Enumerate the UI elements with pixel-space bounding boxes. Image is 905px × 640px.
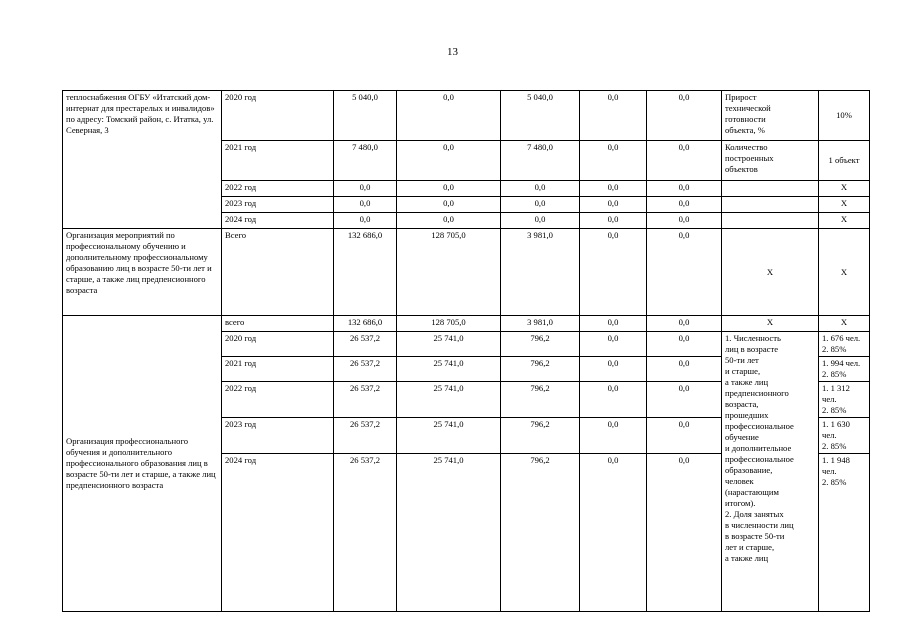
value-cell: 0,0 bbox=[397, 91, 501, 141]
activity-name: Организация профессионального обучения и дополнительного профессионального образования лиц в возрасте 50-ти лет и старше, а также лиц предпенсионного возраста bbox=[63, 316, 222, 612]
value-cell: 0,0 bbox=[580, 91, 647, 141]
value-cell: 0,0 bbox=[647, 197, 722, 213]
period-cell: всего bbox=[222, 316, 334, 332]
value-cell: 25 741,0 bbox=[397, 418, 501, 454]
year-cell: 2022 год bbox=[222, 382, 334, 418]
indicator-line: технической bbox=[725, 103, 771, 113]
target-value: 10% bbox=[819, 91, 870, 141]
value-cell: 132 686,0 bbox=[334, 229, 397, 316]
target-line: 2. 85% bbox=[822, 477, 847, 487]
value-cell: 0,0 bbox=[647, 418, 722, 454]
value-cell: 0,0 bbox=[580, 197, 647, 213]
value-cell: 26 537,2 bbox=[334, 357, 397, 382]
target-line: 2. 85% bbox=[822, 441, 847, 451]
value-cell: 0,0 bbox=[647, 91, 722, 141]
value-cell: 128 705,0 bbox=[397, 316, 501, 332]
value-cell: 0,0 bbox=[580, 141, 647, 181]
target-cell bbox=[819, 418, 870, 454]
period-cell: Всего bbox=[222, 229, 334, 316]
indicator-line: и старше, bbox=[725, 366, 761, 376]
value-cell: 128 705,0 bbox=[397, 229, 501, 316]
target-line: 1. 1 312 чел. bbox=[822, 383, 850, 404]
year-cell: 2024 год bbox=[222, 213, 334, 229]
indicator-line: построенных bbox=[725, 153, 774, 163]
indicator-line: профессиональное bbox=[725, 454, 794, 464]
target-line: 2. 85% bbox=[822, 405, 847, 415]
table-row bbox=[63, 91, 870, 141]
x-mark: X bbox=[819, 197, 870, 213]
value-cell: 5 040,0 bbox=[334, 91, 397, 141]
x-mark: X bbox=[819, 316, 870, 332]
indicator-cell bbox=[722, 91, 819, 141]
value-cell: 796,2 bbox=[501, 357, 580, 382]
x-mark: X bbox=[722, 229, 819, 316]
indicator-cell bbox=[722, 197, 819, 213]
value-cell: 0,0 bbox=[647, 382, 722, 418]
indicator-line: (нарастающим bbox=[725, 487, 779, 497]
indicator-line: объектов bbox=[725, 164, 758, 174]
value-cell: 3 981,0 bbox=[501, 316, 580, 332]
value-cell: 796,2 bbox=[501, 332, 580, 357]
indicator-line: человек bbox=[725, 476, 754, 486]
indicator-line: возраста, bbox=[725, 399, 759, 409]
value-cell: 0,0 bbox=[580, 357, 647, 382]
value-cell: 26 537,2 bbox=[334, 418, 397, 454]
value-cell: 26 537,2 bbox=[334, 382, 397, 418]
value-cell: 0,0 bbox=[397, 141, 501, 181]
x-mark: X bbox=[722, 316, 819, 332]
value-cell: 0,0 bbox=[647, 229, 722, 316]
table-row bbox=[63, 316, 870, 332]
value-cell: 26 537,2 bbox=[334, 454, 397, 612]
value-cell: 0,0 bbox=[334, 197, 397, 213]
target-line: 1. 994 чел. bbox=[822, 358, 861, 368]
table-row bbox=[63, 229, 870, 316]
value-cell: 0,0 bbox=[501, 197, 580, 213]
indicator-line: предпенсионного bbox=[725, 388, 789, 398]
year-cell: 2021 год bbox=[222, 357, 334, 382]
value-cell: 0,0 bbox=[647, 332, 722, 357]
indicator-line: а также лиц bbox=[725, 377, 769, 387]
value-cell: 0,0 bbox=[647, 181, 722, 197]
value-cell: 0,0 bbox=[647, 454, 722, 612]
target-line: 1. 676 чел. bbox=[822, 333, 861, 343]
x-mark: X bbox=[819, 181, 870, 197]
target-line: 2. 85% bbox=[822, 369, 847, 379]
program-table bbox=[62, 90, 870, 612]
value-cell: 7 480,0 bbox=[501, 141, 580, 181]
indicator-line: 50-ти лет bbox=[725, 355, 759, 365]
value-cell: 0,0 bbox=[580, 213, 647, 229]
indicator-line: итогом). bbox=[725, 498, 756, 508]
indicator-line: и дополнительное bbox=[725, 443, 792, 453]
value-cell: 5 040,0 bbox=[501, 91, 580, 141]
x-mark: X bbox=[819, 213, 870, 229]
indicator-cell bbox=[722, 213, 819, 229]
value-cell: 132 686,0 bbox=[334, 316, 397, 332]
value-cell: 0,0 bbox=[334, 181, 397, 197]
indicator-line: профессиональное bbox=[725, 421, 794, 431]
value-cell: 0,0 bbox=[580, 418, 647, 454]
year-cell: 2024 год bbox=[222, 454, 334, 612]
value-cell: 25 741,0 bbox=[397, 332, 501, 357]
target-cell bbox=[819, 332, 870, 357]
indicator-line: Количество bbox=[725, 142, 768, 152]
value-cell: 0,0 bbox=[580, 181, 647, 197]
value-cell: 796,2 bbox=[501, 454, 580, 612]
indicator-line: образование, bbox=[725, 465, 773, 475]
value-cell: 25 741,0 bbox=[397, 382, 501, 418]
target-line: 2. 85% bbox=[822, 344, 847, 354]
value-cell: 796,2 bbox=[501, 382, 580, 418]
activity-name: Организация мероприятий по профессиональному обучению и дополнительному профессиональному образованию лиц в возрасте 50-ти лет и старше, а также лиц предпенсионного возраста bbox=[63, 229, 222, 316]
value-cell: 796,2 bbox=[501, 418, 580, 454]
indicator-line: в возрасте 50-ти bbox=[725, 531, 785, 541]
value-cell: 26 537,2 bbox=[334, 332, 397, 357]
value-cell: 0,0 bbox=[580, 229, 647, 316]
value-cell: 3 981,0 bbox=[501, 229, 580, 316]
indicator-cell bbox=[722, 141, 819, 181]
value-cell: 0,0 bbox=[501, 213, 580, 229]
page-number: 13 bbox=[447, 46, 458, 58]
value-cell: 0,0 bbox=[580, 382, 647, 418]
indicator-line: Прирост bbox=[725, 92, 757, 102]
target-cell bbox=[819, 454, 870, 612]
value-cell: 0,0 bbox=[397, 181, 501, 197]
indicator-line: прошедших bbox=[725, 410, 769, 420]
target-cell bbox=[819, 357, 870, 382]
value-cell: 25 741,0 bbox=[397, 357, 501, 382]
indicator-cell bbox=[722, 332, 819, 612]
year-cell: 2020 год bbox=[222, 91, 334, 141]
value-cell: 0,0 bbox=[397, 213, 501, 229]
value-cell: 0,0 bbox=[501, 181, 580, 197]
target-line: 1. 1 630 чел. bbox=[822, 419, 850, 440]
indicator-line: а также лиц bbox=[725, 553, 769, 563]
indicator-line: объекта, % bbox=[725, 125, 765, 135]
year-cell: 2022 год bbox=[222, 181, 334, 197]
target-cell bbox=[819, 382, 870, 418]
indicator-cell bbox=[722, 181, 819, 197]
value-cell: 0,0 bbox=[580, 454, 647, 612]
x-mark: X bbox=[819, 229, 870, 316]
value-cell: 25 741,0 bbox=[397, 454, 501, 612]
indicator-line: лиц в возрасте bbox=[725, 344, 779, 354]
value-cell: 0,0 bbox=[647, 316, 722, 332]
year-cell: 2020 год bbox=[222, 332, 334, 357]
indicator-line: 2. Доля занятых bbox=[725, 509, 784, 519]
value-cell: 7 480,0 bbox=[334, 141, 397, 181]
value-cell: 0,0 bbox=[647, 213, 722, 229]
indicator-line: обучение bbox=[725, 432, 759, 442]
target-value: 1 объект bbox=[819, 141, 870, 181]
value-cell: 0,0 bbox=[647, 357, 722, 382]
indicator-line: лет и старше, bbox=[725, 542, 775, 552]
activity-name: теплоснабжения ОГБУ «Итатский дом-интернат для престарелых и инвалидов» по адресу: Томский район, с. Итатка, ул. Северная, 3 bbox=[63, 91, 222, 229]
value-cell: 0,0 bbox=[580, 332, 647, 357]
indicator-line: 1. Численность bbox=[725, 333, 781, 343]
indicator-line: в численности лиц bbox=[725, 520, 794, 530]
indicator-line: готовности bbox=[725, 114, 766, 124]
year-cell: 2023 год bbox=[222, 418, 334, 454]
year-cell: 2021 год bbox=[222, 141, 334, 181]
value-cell: 0,0 bbox=[647, 141, 722, 181]
year-cell: 2023 год bbox=[222, 197, 334, 213]
value-cell: 0,0 bbox=[334, 213, 397, 229]
value-cell: 0,0 bbox=[580, 316, 647, 332]
value-cell: 0,0 bbox=[397, 197, 501, 213]
target-line: 1. 1 948 чел. bbox=[822, 455, 850, 476]
